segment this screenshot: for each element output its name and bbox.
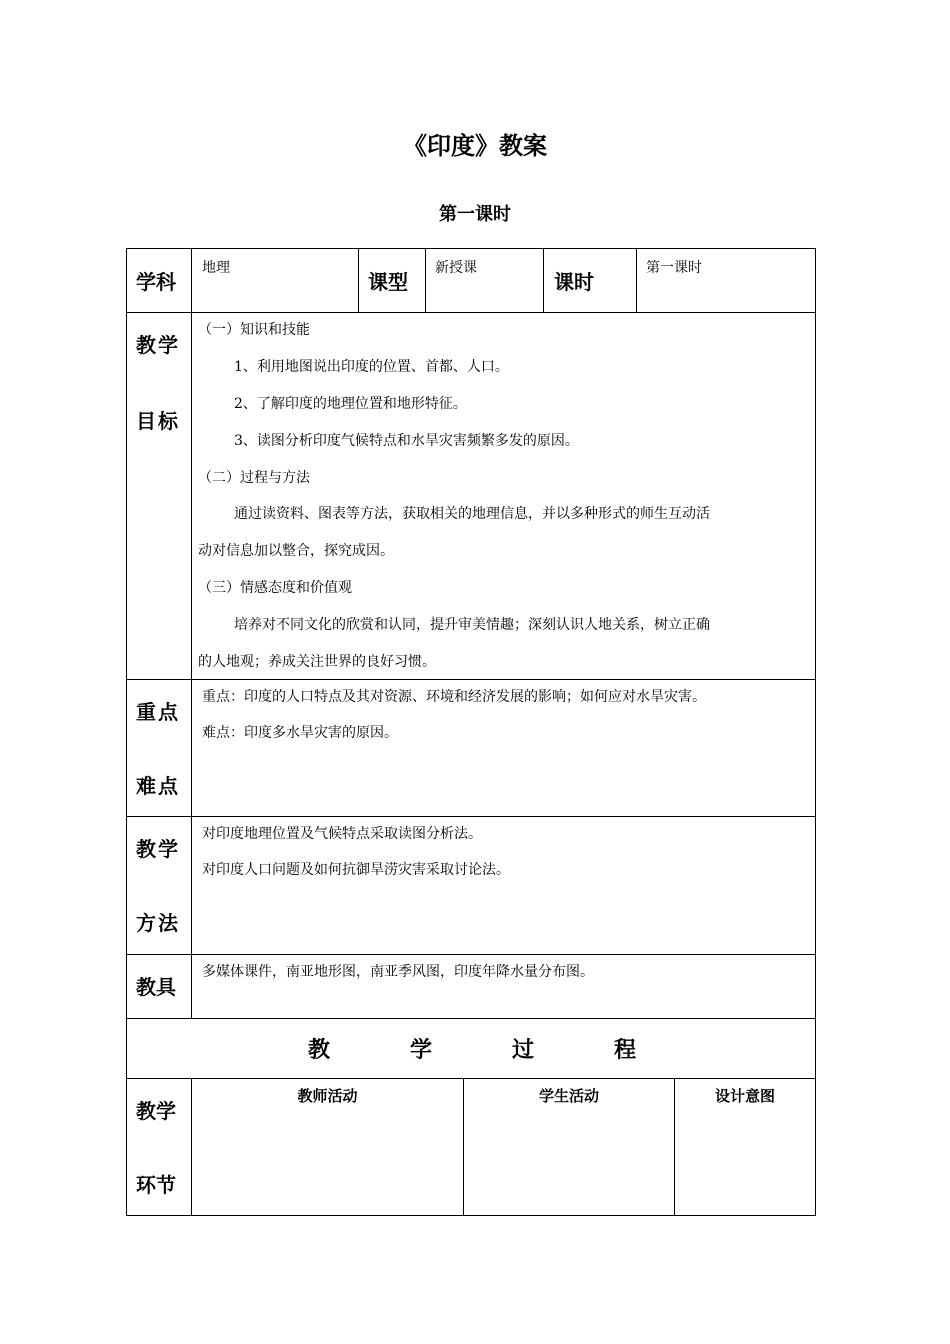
tools-label-cell <box>126 954 192 1019</box>
process-char: 程 <box>614 1038 637 1063</box>
keypoints-content-cell <box>191 679 816 817</box>
methods-line: 对印度地理位置及气候特点采取读图分析法。 <box>202 826 482 842</box>
methods-line: 对印度人口问题及如何抗御旱涝灾害采取讨论法。 <box>202 862 510 878</box>
period-value: 第一课时 <box>646 260 702 276</box>
objectives-line: （三）情感态度和价值观 <box>198 580 352 596</box>
subject-label: 学科 <box>136 270 176 294</box>
objectives-line: 通过读资料、图表等方法，获取相关的地理信息，并以多种形式的师生互动活 <box>234 506 710 522</box>
type-value: 新授课 <box>435 260 477 276</box>
process-char: 教 <box>307 1038 330 1063</box>
objectives-line: 1、利用地图说出印度的位置、首都、人口。 <box>234 359 509 375</box>
process-heading-cell <box>126 1018 816 1079</box>
objectives-line: 2、了解印度的地理位置和地形特征。 <box>234 396 467 412</box>
design-intent-header: 设计意图 <box>714 1087 775 1105</box>
objectives-content-cell <box>191 312 816 680</box>
period-label-cell <box>543 248 637 313</box>
objectives-line: （二）过程与方法 <box>198 470 310 486</box>
objectives-label-1: 教学 <box>136 333 180 357</box>
document-title: 《印度》教案 <box>403 132 547 160</box>
keypoints-line: 重点：印度的人口特点及其对资源、环境和经济发展的影响；如何应对水旱灾害。 <box>202 689 706 705</box>
objectives-line: 动对信息加以整合，探究成因。 <box>198 543 394 559</box>
teacher-activity-header: 教师活动 <box>297 1087 358 1105</box>
stage-label-2: 环节 <box>136 1173 176 1197</box>
design-intent-cell <box>674 1078 816 1216</box>
objectives-line: 培养对不同文化的欣赏和认同，提升审美情趣；深刻认识人地关系，树立正确 <box>234 617 710 633</box>
type-value-cell <box>425 248 544 313</box>
keypoints-label-cell <box>126 679 192 817</box>
methods-label-cell <box>126 816 192 955</box>
stage-label-cell <box>126 1078 192 1216</box>
subject-label-cell <box>126 248 192 313</box>
subject-value: 地理 <box>202 260 230 276</box>
objectives-label-cell <box>126 312 192 680</box>
student-activity-header: 学生活动 <box>538 1087 599 1105</box>
methods-label-1: 教学 <box>136 837 180 861</box>
period-label: 课时 <box>554 270 594 294</box>
objectives-line: （一）知识和技能 <box>198 322 310 338</box>
student-activity-cell <box>463 1078 675 1216</box>
objectives-label-2: 目标 <box>136 409 180 433</box>
type-label-cell <box>358 248 426 313</box>
process-char: 学 <box>409 1038 432 1063</box>
tools-content-cell <box>191 954 816 1019</box>
tools-label: 教具 <box>136 975 176 999</box>
process-heading <box>127 1033 817 1064</box>
process-char: 过 <box>512 1038 535 1063</box>
type-label: 课型 <box>368 270 408 294</box>
objectives-line: 的人地观；养成关注世界的良好习惯。 <box>198 654 436 670</box>
tools-text: 多媒体课件，南亚地形图，南亚季风图，印度年降水量分布图。 <box>202 964 594 980</box>
subject-value-cell <box>191 248 359 313</box>
keypoints-label-2: 难点 <box>136 774 180 798</box>
objectives-line: 3、读图分析印度气候特点和水旱灾害频繁多发的原因。 <box>234 433 579 449</box>
keypoints-line: 难点：印度多水旱灾害的原因。 <box>202 725 398 741</box>
document-subtitle: 第一课时 <box>439 204 511 225</box>
stage-label-1: 教学 <box>136 1099 176 1123</box>
period-value-cell <box>636 248 816 313</box>
keypoints-label-1: 重点 <box>136 700 180 724</box>
methods-content-cell <box>191 816 816 955</box>
lesson-plan-table <box>126 248 816 1216</box>
methods-label-2: 方法 <box>136 911 180 935</box>
teacher-activity-cell <box>191 1078 464 1216</box>
